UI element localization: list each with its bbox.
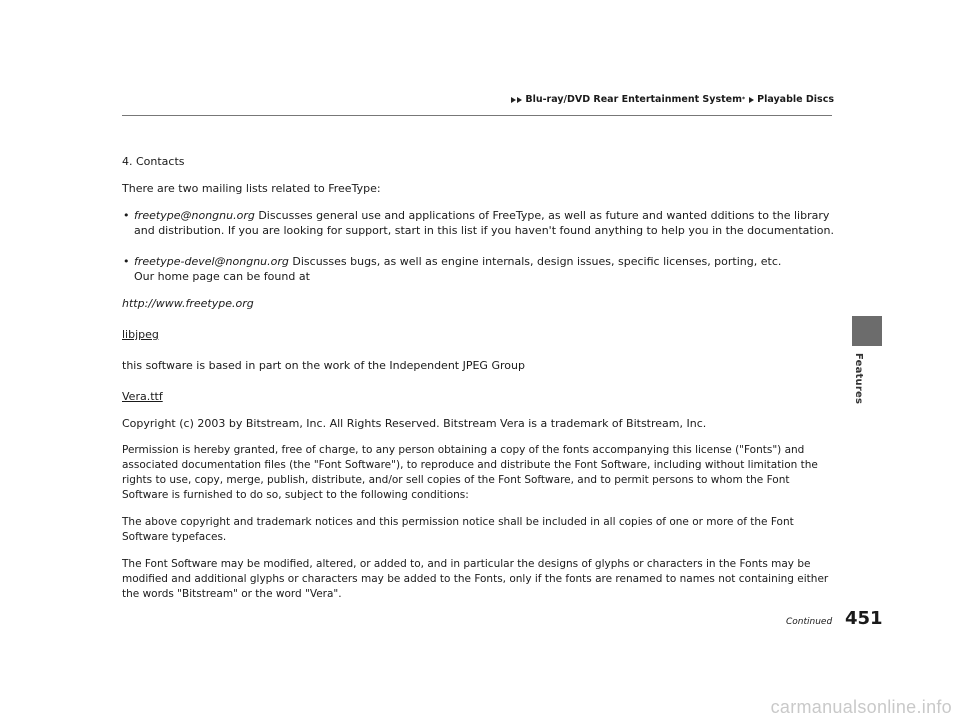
- breadcrumb: [511, 94, 834, 105]
- section-tab-label: Features: [853, 353, 864, 405]
- bullet-dot: •: [123, 255, 130, 268]
- continued-label: Continued: [786, 617, 833, 627]
- list-item: [122, 254, 834, 284]
- watermark: carmanualsonline.info: [770, 697, 952, 717]
- bullet-dot: •: [123, 209, 130, 222]
- list-item-text: Discusses bugs, as well as engine internals, design issues, specific licenses, porting, etc.: [288, 255, 782, 268]
- breadcrumb-subsection: Playable Discs: [757, 94, 834, 105]
- mailing-intro: There are two mailing lists related to FreeType:: [122, 182, 381, 195]
- breadcrumb-section: Blu-ray/DVD Rear Entertainment System: [525, 94, 743, 105]
- header-divider: [122, 115, 832, 116]
- email-link[interactable]: freetype-devel@nongnu.org: [134, 255, 289, 268]
- arrow-right-icon: [749, 97, 754, 103]
- arrow-right-icon: [517, 97, 522, 103]
- vera-copyright: Copyright (c) 2003 by Bitstream, Inc. All Rights Reserved. Bitstream Vera is a trademark of Bitstream, Inc.: [122, 417, 707, 430]
- notice-paragraph: The above copyright and trademark notices and this permission notice shall be included in all copies of one or more of the Font Software typefaces.: [122, 516, 794, 543]
- libjpeg-text: this software is based in part on the work of the Independent JPEG Group: [122, 359, 525, 372]
- footnote-star: *: [742, 96, 746, 103]
- section-tab: [853, 353, 867, 413]
- email-link[interactable]: freetype@nongnu.org: [134, 209, 255, 222]
- page-number: 451: [845, 608, 883, 629]
- list-item-text: Discusses general use and applications of FreeType, as well as future and wanted dditions to the library and distribution. If you are looking for support, start in this list if you haven't found anything to help you in the documentation.: [134, 209, 834, 237]
- vera-heading: Vera.ttf: [122, 390, 163, 403]
- homepage-line: Our home page can be found at: [134, 270, 310, 283]
- list-item: [122, 208, 834, 238]
- page-body: [122, 154, 834, 602]
- contacts-heading: 4. Contacts: [122, 155, 185, 168]
- permission-paragraph: Permission is hereby granted, free of charge, to any person obtaining a copy of the fonts accompanying this license ("Fonts") and associated documentation files (the "Font Software"), to reproduce and distribute the Font Software, including without limitation the rights to use, copy, merge, publish, distribute, and/or sell copies of the Font Software, and to permit persons to whom the Font Software is furnished to do so, subject to the following conditions:: [122, 444, 818, 501]
- section-tab-block: [852, 316, 882, 346]
- arrow-right-icon: [511, 97, 516, 103]
- libjpeg-heading: libjpeg: [122, 328, 159, 341]
- modification-paragraph: The Font Software may be modified, altered, or added to, and in particular the designs of glyphs or characters in the Fonts may be modified and additional glyphs or characters may be added to the Fonts, only if the fonts are renamed to names not containing either the words "Bitstream" or the word "Vera".: [122, 558, 829, 600]
- homepage-url[interactable]: http://www.freetype.org: [122, 297, 254, 310]
